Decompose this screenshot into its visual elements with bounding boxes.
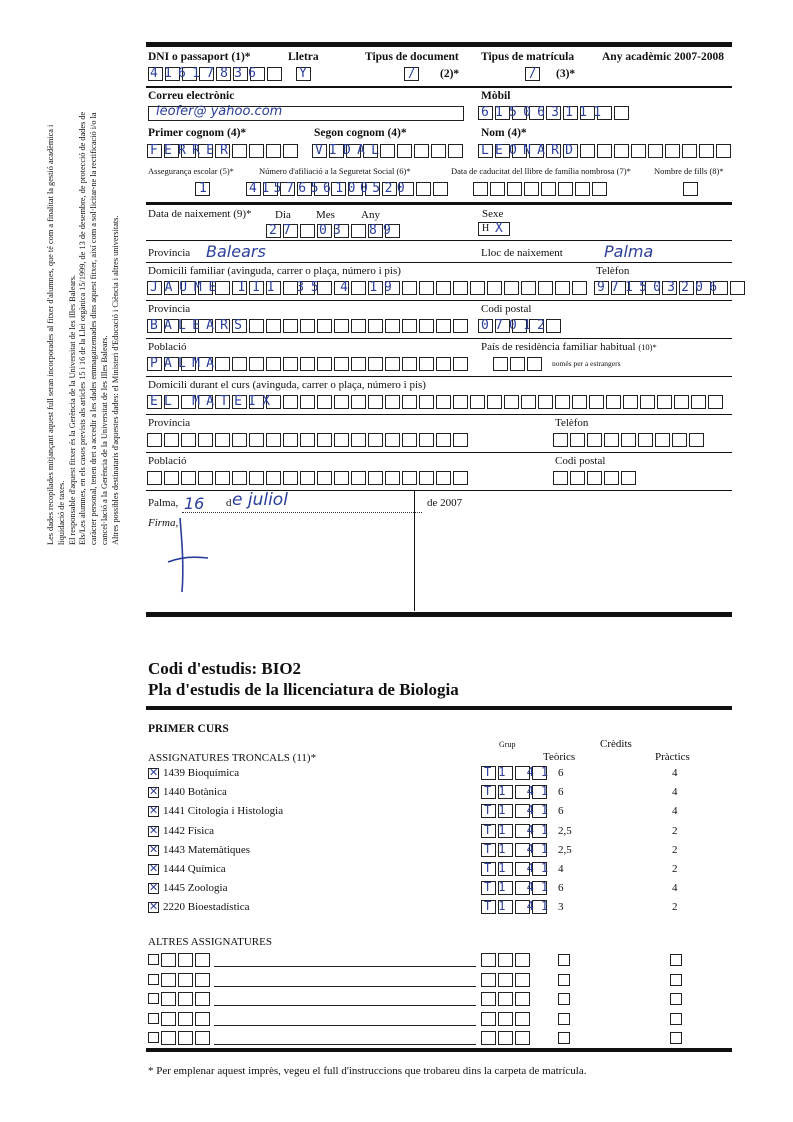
other-subject-theory-box[interactable] xyxy=(558,954,570,966)
other-subject-code-field[interactable] xyxy=(161,1031,212,1045)
subject-theory-credits: 2,5 xyxy=(558,844,572,856)
plan-rule xyxy=(146,706,732,710)
sexe-h-label: H xyxy=(482,223,490,234)
nom-value: LEONARD xyxy=(481,143,580,158)
other-subject-practice-box[interactable] xyxy=(670,1032,682,1044)
bottom-rule xyxy=(146,1048,732,1052)
segon-cognom-label: Segon cognom (4)* xyxy=(314,127,407,139)
sexe-label: Sexe xyxy=(482,208,504,220)
mobil-label: Mòbil xyxy=(481,90,511,102)
pais-label-text: País de residència familiar habitual xyxy=(481,341,636,353)
subject-practice-credits: 2 xyxy=(672,863,678,875)
credits-label: Crèdits xyxy=(600,738,632,750)
nom-label: Nom (4)* xyxy=(481,127,527,139)
subject-checkbox[interactable] xyxy=(148,902,159,913)
signature-divider xyxy=(414,491,415,611)
birth-month: 03 xyxy=(319,223,348,238)
subject-group-value: T1 41 xyxy=(484,765,556,779)
footnote: * Per emplenar aquest imprès, vegeu el full d'instruccions que trobareu dins la carpeta de matrícula. xyxy=(148,1065,587,1077)
other-subject-group-field[interactable] xyxy=(481,1031,532,1045)
grup-label: Grup xyxy=(499,740,516,749)
subject-checkbox[interactable] xyxy=(148,806,159,817)
domicili-familiar-label: Domicili familiar (avinguda, carrer o plaça, número i pis) xyxy=(148,265,401,277)
other-subject-theory-box[interactable] xyxy=(558,1013,570,1025)
subject-name: 1444 Química xyxy=(163,863,226,875)
domicili-curs-value: EL MATEIX xyxy=(150,394,277,409)
subject-practice-credits: 2 xyxy=(672,825,678,837)
subject-group-value: T1 41 xyxy=(484,784,556,798)
other-subject-checkbox[interactable] xyxy=(148,954,159,965)
pais-field[interactable] xyxy=(493,357,544,371)
correu-label: Correu electrònic xyxy=(148,90,235,102)
subject-name: 2220 Bioestadística xyxy=(163,901,250,913)
poblacio-familiar-value: PALMA xyxy=(150,356,221,371)
notice-line: Altres possibles destinataris d'aquestes dades: el Ministeri d'Educació i Ciència i altres universitats. xyxy=(110,215,120,545)
teorics-label: Teòrics xyxy=(543,751,576,763)
subject-group-value: T1 41 xyxy=(484,823,556,837)
data-protection-notice xyxy=(46,50,122,545)
subject-theory-credits: 6 xyxy=(558,786,564,798)
afiliacio-value: 4157656100520 xyxy=(249,181,410,196)
other-subject-name-line[interactable] xyxy=(214,1005,476,1006)
sexe-value: X xyxy=(495,221,510,236)
pais-note: (10)* xyxy=(638,342,657,352)
fills-field[interactable] xyxy=(683,182,700,196)
mobile-value: 615063111 xyxy=(481,105,608,120)
notice-line: Els/Les alumnes, en els casos prevists als articles 15 i 16 de la Llei orgànica 15/1999, de 13 de desembre, de protecció de dades de xyxy=(78,111,88,545)
asseguranca-label: Assegurança escolar (5)* xyxy=(148,166,234,176)
domicili-familiar-value: JAUME III 35 4 19 xyxy=(150,280,399,295)
other-subject-theory-box[interactable] xyxy=(558,974,570,986)
subject-group-value: T1 41 xyxy=(484,803,556,817)
row-divider xyxy=(146,376,732,377)
afiliacio-label: Número d'afiliació a la Seguretat Social (6)* xyxy=(259,166,411,176)
codi-postal-curs-label: Codi postal xyxy=(555,455,606,467)
subject-group-value: T1 41 xyxy=(484,842,556,856)
subject-checkbox[interactable] xyxy=(148,845,159,856)
subject-practice-credits: 4 xyxy=(672,767,678,779)
dni-label: DNI o passaport (1)* xyxy=(148,51,251,63)
subject-theory-credits: 2,5 xyxy=(558,825,572,837)
birth-year: 89 xyxy=(369,223,398,238)
altres-label: ALTRES ASSIGNATURES xyxy=(148,936,272,948)
poblacio-curs-label: Població xyxy=(148,455,187,467)
other-subject-checkbox[interactable] xyxy=(148,1013,159,1024)
fills-label: Nombre de fills (8)* xyxy=(654,166,724,176)
lloc-naixement-value: Palma xyxy=(604,242,654,261)
poblacio-familiar-label: Població xyxy=(148,341,187,353)
dni-value: 41617836 xyxy=(150,66,263,81)
subject-practice-credits: 4 xyxy=(672,786,678,798)
pais-label xyxy=(481,341,657,353)
domicili-curs-label: Domicili durant el curs (avinguda, carrer o plaça, número i pis) xyxy=(148,379,426,391)
notice-line: caràcter personal, tenen dret a accedir a les dades emmagatzemades dins aquest fitxer, així com a sol·licitar-ne la rectificació i/o la xyxy=(89,112,99,545)
row-divider xyxy=(146,300,732,301)
other-subject-name-line[interactable] xyxy=(214,1044,476,1045)
other-subject-code-field[interactable] xyxy=(161,973,212,987)
subject-name: 1445 Zoologia xyxy=(163,882,228,894)
subject-theory-credits: 6 xyxy=(558,882,564,894)
signature-month: e juliol xyxy=(232,490,288,510)
provincia-naixement-value: Balears xyxy=(206,242,266,261)
other-subject-checkbox[interactable] xyxy=(148,993,159,1004)
year-label: de 2007 xyxy=(427,497,463,509)
row-divider xyxy=(146,202,732,205)
notice-line: liquidació de taxes. xyxy=(56,480,66,545)
other-subject-group-field[interactable] xyxy=(481,953,532,967)
subject-checkbox[interactable] xyxy=(148,864,159,875)
tipus-document-label: Tipus de document xyxy=(365,51,459,63)
provincia-naixement-label: Província xyxy=(148,247,191,259)
subject-theory-credits: 6 xyxy=(558,805,564,817)
codi-postal-curs-field[interactable] xyxy=(553,471,638,485)
subject-checkbox[interactable] xyxy=(148,787,159,798)
subject-checkbox[interactable] xyxy=(148,883,159,894)
primer-cognom-label: Primer cognom (4)* xyxy=(148,127,247,139)
row-divider xyxy=(146,240,732,241)
row-divider xyxy=(146,338,732,339)
asseguranca-value: 1 xyxy=(199,181,214,196)
subject-group-value: T1 41 xyxy=(484,880,556,894)
telefon-value: 971503206 xyxy=(597,280,724,295)
academic-year: Any acadèmic 2007-2008 xyxy=(602,51,725,63)
other-subject-group-field[interactable] xyxy=(481,973,532,987)
firma-label: Firma, xyxy=(148,517,179,529)
other-subject-practice-box[interactable] xyxy=(670,974,682,986)
subject-group-value: T1 41 xyxy=(484,861,556,875)
row-divider xyxy=(146,414,732,415)
other-subject-theory-box[interactable] xyxy=(558,993,570,1005)
other-subject-code-field[interactable] xyxy=(161,953,212,967)
subject-practice-credits: 2 xyxy=(672,901,678,913)
other-subject-name-line[interactable] xyxy=(214,966,476,967)
subject-group-value: T1 41 xyxy=(484,899,556,913)
top-rule xyxy=(146,42,732,47)
subject-name: 1441 Citologia i Histologia xyxy=(163,805,284,817)
telefon-curs-field[interactable] xyxy=(553,433,706,447)
other-subject-practice-box[interactable] xyxy=(670,993,682,1005)
birth-day: 27 xyxy=(269,223,298,238)
de-label: d xyxy=(226,497,232,509)
troncals-label: ASSIGNATURES TRONCALS (11)* xyxy=(148,752,317,764)
other-subject-code-field[interactable] xyxy=(161,992,212,1006)
palma-label: Palma, xyxy=(148,497,179,509)
subject-practice-credits: 2 xyxy=(672,844,678,856)
other-subject-code-field[interactable] xyxy=(161,1012,212,1026)
provincia-curs-label: Província xyxy=(148,417,191,429)
primer-cognom-value: FERRER xyxy=(150,143,235,158)
caducitat-label: Data de caducitat del llibre de família nombrosa (7)* xyxy=(451,166,631,176)
subject-name: 1439 Bioquímica xyxy=(163,767,240,779)
lletra-value: Y xyxy=(299,66,314,81)
notice-line: Les dades recopilades mitjançant aquest full seran incorporades al fitxer d'alumnes, que té com a finalitat la gestió acadèmica i xyxy=(46,124,55,545)
other-subject-name-line[interactable] xyxy=(214,986,476,987)
subject-checkbox[interactable] xyxy=(148,768,159,779)
other-subject-practice-box[interactable] xyxy=(670,1013,682,1025)
row-divider xyxy=(146,86,732,88)
pais-sub-label: només per a estrangers xyxy=(552,359,621,368)
segon-cognom-value: VIDAL xyxy=(315,143,386,158)
subject-checkbox[interactable] xyxy=(148,826,159,837)
codi-postal-familiar-label: Codi postal xyxy=(481,303,532,315)
curs-label: PRIMER CURS xyxy=(148,723,229,735)
email-value: leofer@ yahoo.com xyxy=(156,104,283,119)
row-divider xyxy=(146,452,732,453)
row-divider xyxy=(146,262,732,263)
telefon-label: Telèfon xyxy=(596,265,630,277)
lloc-naixement-label: Lloc de naixement xyxy=(481,247,563,259)
provincia-familiar-value: BALEARS xyxy=(150,318,249,333)
subject-name: 1440 Botànica xyxy=(163,786,227,798)
tipus-matricula-note: (3)* xyxy=(556,68,576,80)
other-subject-practice-box[interactable] xyxy=(670,954,682,966)
subject-practice-credits: 4 xyxy=(672,882,678,894)
dia-label: Dia xyxy=(275,209,291,221)
tipus-matricula-label: Tipus de matrícula xyxy=(481,51,575,63)
other-subject-theory-box[interactable] xyxy=(558,1032,570,1044)
signature-mark xyxy=(160,512,220,602)
poblacio-curs-field[interactable] xyxy=(147,471,470,485)
provincia-curs-field[interactable] xyxy=(147,433,470,447)
other-subject-group-field[interactable] xyxy=(481,1012,532,1026)
other-subject-group-field[interactable] xyxy=(481,992,532,1006)
tipus-document-note: (2)* xyxy=(440,68,460,80)
study-code-title: Codi d'estudis: BIO2 xyxy=(148,659,302,678)
codi-postal-familiar-value: 07012 xyxy=(481,318,552,333)
caducitat-field[interactable] xyxy=(473,182,609,196)
other-subject-checkbox[interactable] xyxy=(148,974,159,985)
signature-day: 16 xyxy=(184,494,205,513)
subject-theory-credits: 3 xyxy=(558,901,564,913)
subject-name: 1443 Matemàtiques xyxy=(163,844,251,856)
lletra-label: Lletra xyxy=(288,51,319,63)
subject-name: 1442 Física xyxy=(163,825,215,837)
other-subject-name-line[interactable] xyxy=(214,1025,476,1026)
study-plan-title: Pla d'estudis de la llicenciatura de Biologia xyxy=(148,680,459,699)
naixement-label: Data de naixement (9)* xyxy=(148,208,252,220)
tipus-matricula-value: / xyxy=(529,66,544,81)
subject-theory-credits: 4 xyxy=(558,863,564,875)
any-label: Any xyxy=(361,209,380,221)
subject-theory-credits: 6 xyxy=(558,767,564,779)
notice-line: cancel·lació a la Gerència de la Universitat de les Illes Balears. xyxy=(99,335,109,545)
tipus-document-value: / xyxy=(408,66,423,81)
form-bottom-rule xyxy=(146,612,732,617)
notice-line: El responsable d'aquest fitxer és la Gerència de la Universitat de les Illes Balears. xyxy=(67,274,77,545)
practics-label: Pràctics xyxy=(655,751,690,763)
telefon-curs-label: Telèfon xyxy=(555,417,589,429)
provincia-familiar-label: Província xyxy=(148,303,191,315)
other-subject-checkbox[interactable] xyxy=(148,1032,159,1043)
subject-practice-credits: 4 xyxy=(672,805,678,817)
mes-label: Mes xyxy=(316,209,335,221)
